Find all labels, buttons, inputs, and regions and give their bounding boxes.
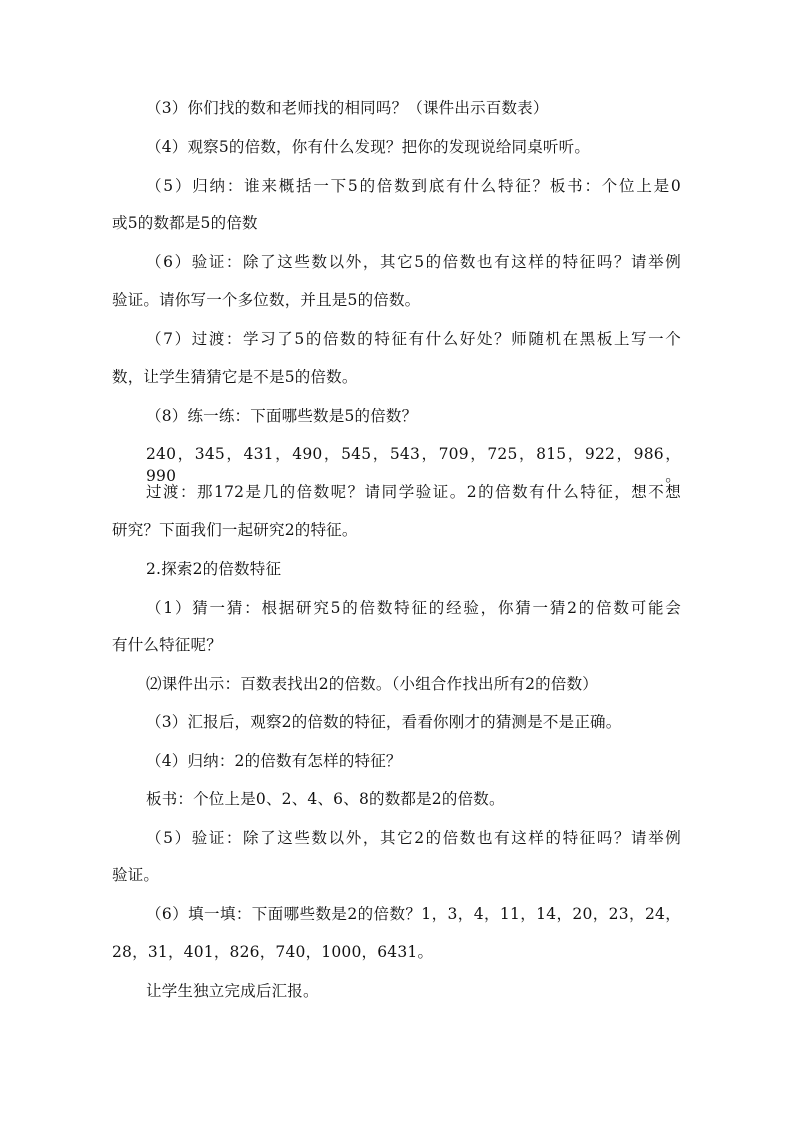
text-line-7: （7）过渡：学习了5的倍数的特征有什么好处？师随机在黑板上写一个 bbox=[146, 330, 681, 348]
text-line-16: ⑵课件出示：百数表找出2的倍数。（小组合作找出所有2的倍数） bbox=[146, 675, 598, 693]
text-line-2: （4）观察5的倍数，你有什么发现？把你的发现说给同桌听听。 bbox=[146, 138, 591, 156]
text-line-9: （8）练一练：下面哪些数是5的倍数？ bbox=[146, 407, 418, 425]
text-line-23: 28，31，401，826，740，1000，6431。 bbox=[112, 943, 434, 961]
text-line-6: 验证。请你写一个多位数，并且是5的倍数。 bbox=[112, 291, 421, 309]
text-line-5: （6）验证：除了这些数以外，其它5的倍数也有这样的特征吗？请举例 bbox=[146, 253, 681, 271]
text-line-4: 或5的数都是5的倍数 bbox=[112, 214, 258, 232]
text-line-1: （3）你们找的数和老师找的相同吗？（课件出示百数表） bbox=[146, 99, 549, 117]
text-line-11: 过渡：那172是几的倍数呢？请同学验证。2的倍数有什么特征，想不想 bbox=[146, 483, 681, 501]
text-line-24: 让学生独立完成后汇报。 bbox=[146, 982, 319, 1000]
text-line-14: （1）猜一猜：根据研究5的倍数特征的经验，你猜一猜2的倍数可能会 bbox=[146, 599, 681, 617]
text-line-18: （4）归纳：2的倍数有怎样的特征？ bbox=[146, 752, 402, 770]
text-line-13: 2.探索2的倍数特征 bbox=[146, 560, 282, 578]
text-line-12: 研究？下面我们一起研究2的特征。 bbox=[112, 521, 358, 539]
text-line-21: 验证。 bbox=[112, 866, 160, 884]
text-line-15: 有什么特征呢？ bbox=[112, 636, 222, 654]
text-line-8: 数，让学生猜猜它是不是5的倍数。 bbox=[112, 368, 358, 386]
text-line-17: （3）汇报后，观察2的倍数的特征，看看你刚才的猜测是不是正确。 bbox=[146, 713, 622, 731]
text-line-22: （6）填一填：下面哪些数是2的倍数？1，3，4，11，14，20，23，24， bbox=[146, 905, 681, 923]
text-line-19: 板书：个位上是0、2、4、6、8的数都是2的倍数。 bbox=[146, 790, 505, 808]
text-line-3: （5）归纳：谁来概括一下5的倍数到底有什么特征？板书：个位上是0 bbox=[146, 177, 681, 195]
text-line-20: （5）验证：除了这些数以外，其它2的倍数也有这样的特征吗？请举例 bbox=[146, 829, 681, 847]
text-line-10: 240，345，431，490，545，543，709，725，815，922，986，990。 bbox=[146, 445, 681, 485]
